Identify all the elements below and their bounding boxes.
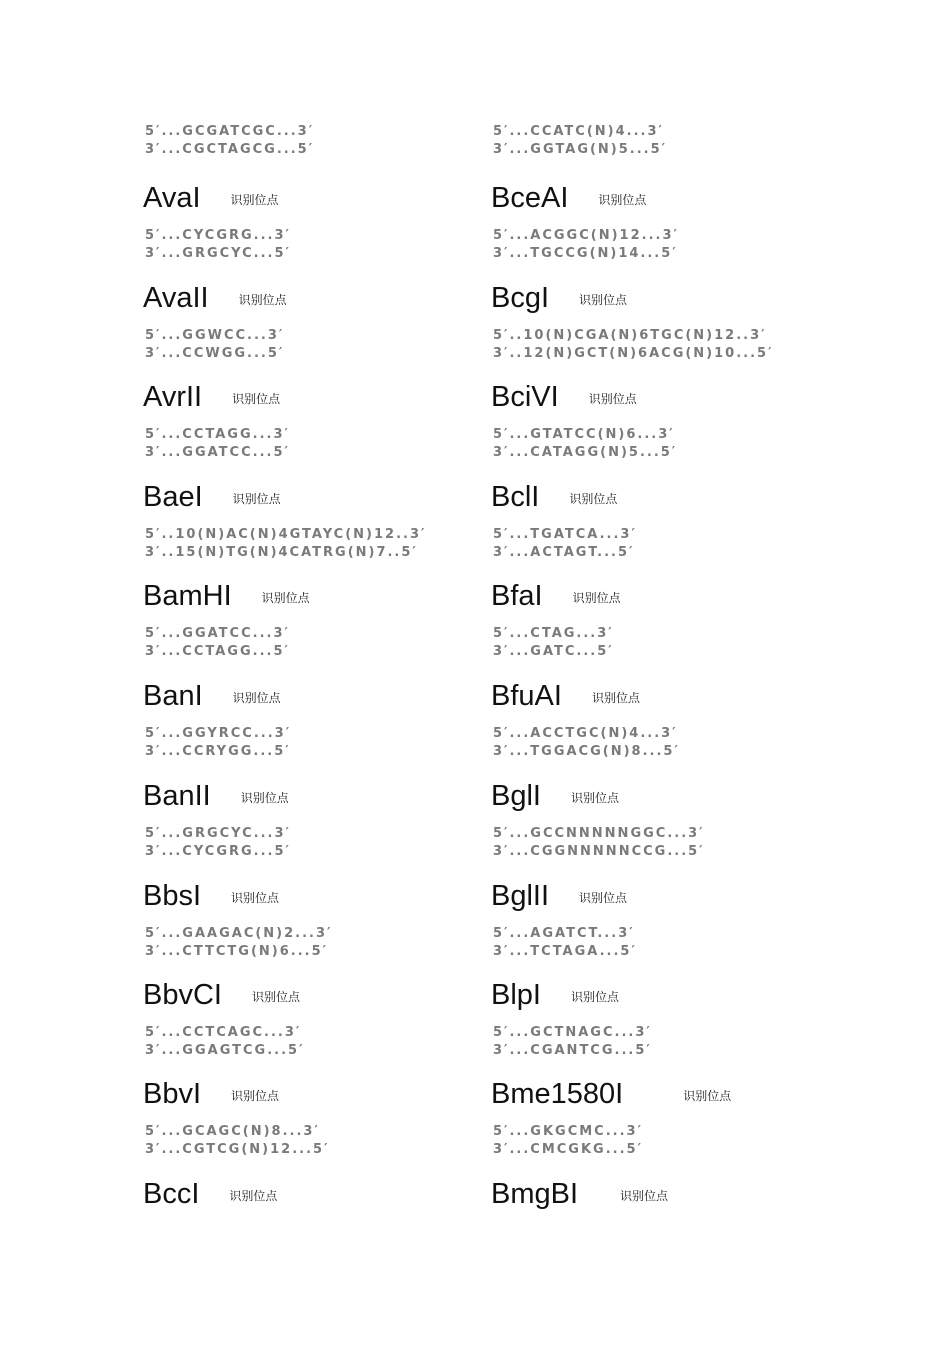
dna-bottom-strand: 3′...CATAGG(N)5...5′ (493, 445, 678, 460)
enzyme-name: BanII (143, 780, 211, 812)
recognition-site-label: 识别位点 (238, 292, 287, 307)
dna-bottom-strand: 3′...TCTAGA...5′ (493, 944, 637, 959)
recognition-site-label: 识别位点 (572, 590, 621, 605)
dna-bottom-strand: 3′...CCWGG...5′ (145, 346, 285, 361)
recognition-site-label: 识别位点 (683, 1088, 732, 1103)
dna-bottom-strand: 3′...ACTAGT...5′ (493, 545, 635, 560)
dna-top-strand: 5′...ACCTGC(N)4...3′ (493, 726, 678, 741)
recognition-site-label: 识别位点 (231, 890, 280, 905)
dna-top-strand: 5′...ACGGC(N)12...3′ (493, 228, 679, 243)
dna-bottom-strand: 3′...CGTCG(N)12...5′ (145, 1142, 330, 1157)
enzyme-entry (491, 180, 911, 280)
recognition-site-label: 识别位点 (591, 690, 640, 705)
enzyme-entry (491, 878, 911, 978)
dna-top-strand: 5′...GAAGAC(N)2...3′ (145, 926, 333, 941)
dna-top-strand: 5′...AGATCT...3′ (493, 926, 635, 941)
dna-top-strand: 5′..10(N)CGA(N)6TGC(N)12..3′ (493, 328, 767, 343)
recognition-site-label: 识别位点 (620, 1188, 669, 1203)
recognition-site-label: 识别位点 (229, 1188, 278, 1203)
enzyme-name: BaeI (143, 481, 203, 513)
recognition-site-label: 识别位点 (232, 391, 281, 406)
enzyme-name: BglI (491, 780, 541, 812)
enzyme-entry (491, 678, 911, 778)
enzyme-name: BanI (143, 680, 203, 712)
recognition-site-label: 识别位点 (588, 391, 637, 406)
enzyme-entry (491, 1076, 911, 1176)
enzyme-name: BciVI (491, 381, 559, 413)
enzyme-name: BccI (143, 1178, 200, 1210)
dna-top-strand: 5′...TGATCA...3′ (493, 527, 637, 542)
enzyme-name: BceAI (491, 182, 569, 214)
dna-top-strand: 5′...GCTNAGC...3′ (493, 1025, 652, 1040)
dna-top-strand: 5′..10(N)AC(N)4GTAYC(N)12..3′ (145, 527, 427, 542)
enzyme-name: BlpI (491, 979, 541, 1011)
enzyme-entry (491, 1176, 911, 1276)
dna-top-strand: 5′...GCAGC(N)8...3′ (145, 1124, 320, 1139)
dna-top-strand: 5′...CCTCAGC...3′ (145, 1025, 302, 1040)
dna-bottom-strand: 3′...TGGACG(N)8...5′ (493, 744, 680, 759)
dna-bottom-strand: 3′...CMCGKG...5′ (493, 1142, 644, 1157)
recognition-site-label: 识别位点 (579, 890, 628, 905)
enzyme-name: BbvI (143, 1078, 202, 1110)
enzyme-entry (491, 778, 911, 878)
dna-bottom-strand: 3′...GGAGTCG...5′ (145, 1043, 305, 1058)
enzyme-name: BclI (491, 481, 540, 513)
dna-top-strand: 5′...GTATCC(N)6...3′ (493, 427, 675, 442)
dna-bottom-strand: 3′...GGTAG(N)5...5′ (493, 142, 668, 157)
recognition-site-label: 识别位点 (261, 590, 310, 605)
dna-bottom-strand: 3′...CTTCTG(N)6...5′ (145, 944, 329, 959)
enzyme-name: BfaI (491, 580, 543, 612)
dna-bottom-strand: 3′...CGCTAGCG...5′ (145, 142, 315, 157)
dna-top-strand: 5′...GCGATCGC...3′ (145, 124, 315, 139)
recognition-site-label: 识别位点 (232, 690, 281, 705)
recognition-site-label: 识别位点 (598, 192, 647, 207)
enzyme-entry (491, 479, 911, 579)
recognition-site-label: 识别位点 (240, 790, 289, 805)
enzyme-name: BcgI (491, 282, 550, 314)
dna-top-strand: 5′...CCTAGG...3′ (145, 427, 290, 442)
dna-bottom-strand: 3′...GRGCYC...5′ (145, 246, 291, 261)
dna-top-strand: 5′...CYCGRG...3′ (145, 228, 291, 243)
enzyme-name: BbvCI (143, 979, 222, 1011)
enzyme-name: BmgBI (491, 1178, 579, 1210)
recognition-site-label: 识别位点 (579, 292, 628, 307)
dna-bottom-strand: 3′...GGATCC...5′ (145, 445, 290, 460)
dna-bottom-strand: 3′...CCRYGG...5′ (145, 744, 291, 759)
enzyme-name: AvaII (143, 282, 209, 314)
dna-top-strand: 5′...CTAG...3′ (493, 626, 614, 641)
dna-bottom-strand: 3′...GATC...5′ (493, 644, 614, 659)
recognition-site-label: 识别位点 (230, 192, 279, 207)
enzyme-entry (491, 379, 911, 479)
enzyme-name: BglII (491, 880, 550, 912)
recognition-site-label: 识别位点 (570, 989, 619, 1004)
enzyme-name: AvaI (143, 182, 201, 214)
dna-top-strand: 5′...GKGCMC...3′ (493, 1124, 644, 1139)
dna-bottom-strand: 3′...CCTAGG...5′ (145, 644, 290, 659)
dna-bottom-strand: 3′...CGGNNNNNCCG...5′ (493, 844, 705, 859)
recognition-site-label: 识别位点 (231, 1088, 280, 1103)
enzyme-name: BamHI (143, 580, 232, 612)
recognition-site-label: 识别位点 (570, 790, 619, 805)
dna-top-strand: 5′...GGYRCC...3′ (145, 726, 292, 741)
recognition-site-label: 识别位点 (232, 491, 281, 506)
dna-top-strand: 5′...GGWCC...3′ (145, 328, 285, 343)
enzyme-name: BfuAI (491, 680, 562, 712)
dna-top-strand: 5′...GCCNNNNNGGC...3′ (493, 826, 705, 841)
enzyme-name: BbsI (143, 880, 202, 912)
dna-bottom-strand: 3′..15(N)TG(N)4CATRG(N)7..5′ (145, 545, 418, 560)
dna-bottom-strand: 3′...CGANTCG...5′ (493, 1043, 652, 1058)
dna-top-strand: 5′...GRGCYC...3′ (145, 826, 291, 841)
enzyme-name: AvrII (143, 381, 203, 413)
enzyme-entry (491, 578, 911, 678)
dna-bottom-strand: 3′..12(N)GCT(N)6ACG(N)10...5′ (493, 346, 774, 361)
recognition-site-label: 识别位点 (569, 491, 618, 506)
dna-bottom-strand: 3′...TGCCG(N)14...5′ (493, 246, 678, 261)
enzyme-name: Bme1580I (491, 1078, 624, 1110)
dna-top-strand: 5′...GGATCC...3′ (145, 626, 290, 641)
enzyme-entry (491, 977, 911, 1077)
enzyme-entry (491, 280, 911, 380)
dna-top-strand: 5′...CCATC(N)4...3′ (493, 124, 664, 139)
dna-bottom-strand: 3′...CYCGRG...5′ (145, 844, 291, 859)
recognition-site-label: 识别位点 (251, 989, 300, 1004)
